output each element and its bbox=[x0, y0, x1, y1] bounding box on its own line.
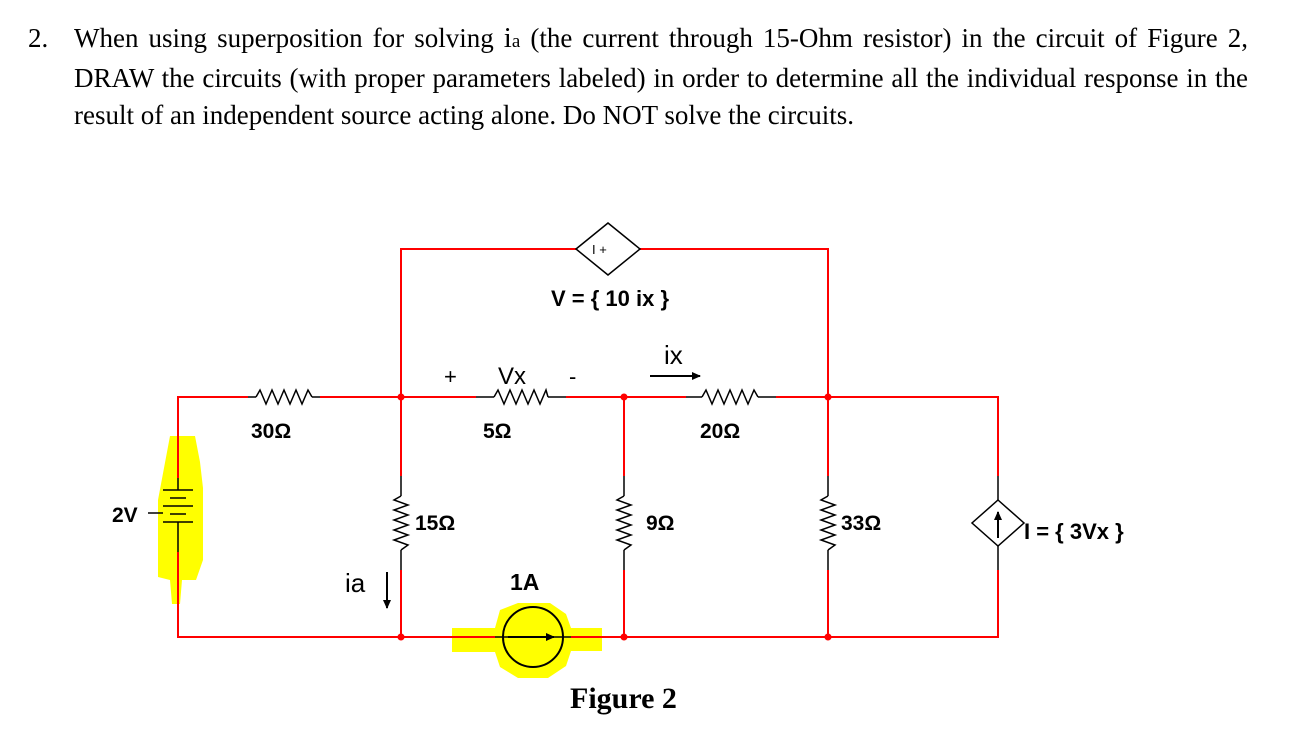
resistor-5 bbox=[494, 390, 548, 404]
resistor-20 bbox=[702, 390, 758, 404]
resistor-33 bbox=[821, 496, 835, 550]
node bbox=[825, 394, 832, 401]
label-2v: 2V bbox=[112, 504, 138, 527]
resistor-30 bbox=[256, 390, 312, 404]
question-text-after: (the current through 15-Ohm resistor) in the circuit of Figure 2, DRAW the circuits (with proper parameters labeled) in order to determine all the individual response in the result of an independent source acting alone. Do NOT solve the circuits. bbox=[74, 23, 1248, 130]
dependent-current-source bbox=[972, 500, 1024, 546]
wire-bottom-left bbox=[178, 552, 401, 637]
label-dep-voltage-signs: I + bbox=[592, 242, 607, 257]
node bbox=[398, 394, 405, 401]
wire-dep-loop-left bbox=[401, 249, 576, 397]
label-15ohm: 15Ω bbox=[415, 512, 456, 535]
labels bbox=[112, 242, 1124, 715]
wire-dep-loop-right bbox=[640, 249, 828, 397]
label-9ohm: 9Ω bbox=[646, 512, 675, 535]
label-33ohm: 33Ω bbox=[841, 512, 882, 535]
label-5ohm: 5Ω bbox=[483, 420, 512, 443]
label-vx: Vx bbox=[498, 363, 527, 390]
question-text-before: When using superposition for solving bbox=[74, 23, 494, 53]
label-vx-minus: - bbox=[569, 364, 577, 389]
label-30ohm: 30Ω bbox=[251, 420, 292, 443]
label-dep-current-expr: I = { 3Vx } bbox=[1024, 519, 1124, 544]
node bbox=[398, 634, 405, 641]
wire-bottom-dep bbox=[828, 570, 998, 637]
ia-subscript: a bbox=[511, 31, 521, 52]
label-vx-plus: + bbox=[444, 364, 457, 389]
node bbox=[825, 634, 832, 641]
resistors bbox=[256, 390, 835, 550]
node bbox=[621, 634, 628, 641]
wire-node3-right bbox=[828, 397, 998, 476]
question-number: 2. bbox=[28, 23, 49, 53]
highlights bbox=[158, 436, 602, 678]
label-dep-voltage-expr: V = { 10 ix } bbox=[551, 286, 670, 311]
figure-caption: Figure 2 bbox=[570, 682, 677, 715]
resistor-9 bbox=[617, 496, 631, 550]
dependent-voltage-source bbox=[576, 223, 640, 275]
label-ix: ix bbox=[664, 340, 683, 370]
voltage-source-highlight bbox=[158, 436, 203, 604]
component-leads bbox=[178, 397, 998, 570]
label-ia: ia bbox=[345, 568, 366, 598]
resistor-15 bbox=[394, 496, 408, 550]
label-1a: 1A bbox=[510, 569, 540, 595]
node bbox=[621, 394, 628, 401]
nodes bbox=[398, 394, 832, 641]
ia-symbol: i bbox=[503, 22, 512, 54]
label-20ohm: 20Ω bbox=[700, 420, 741, 443]
